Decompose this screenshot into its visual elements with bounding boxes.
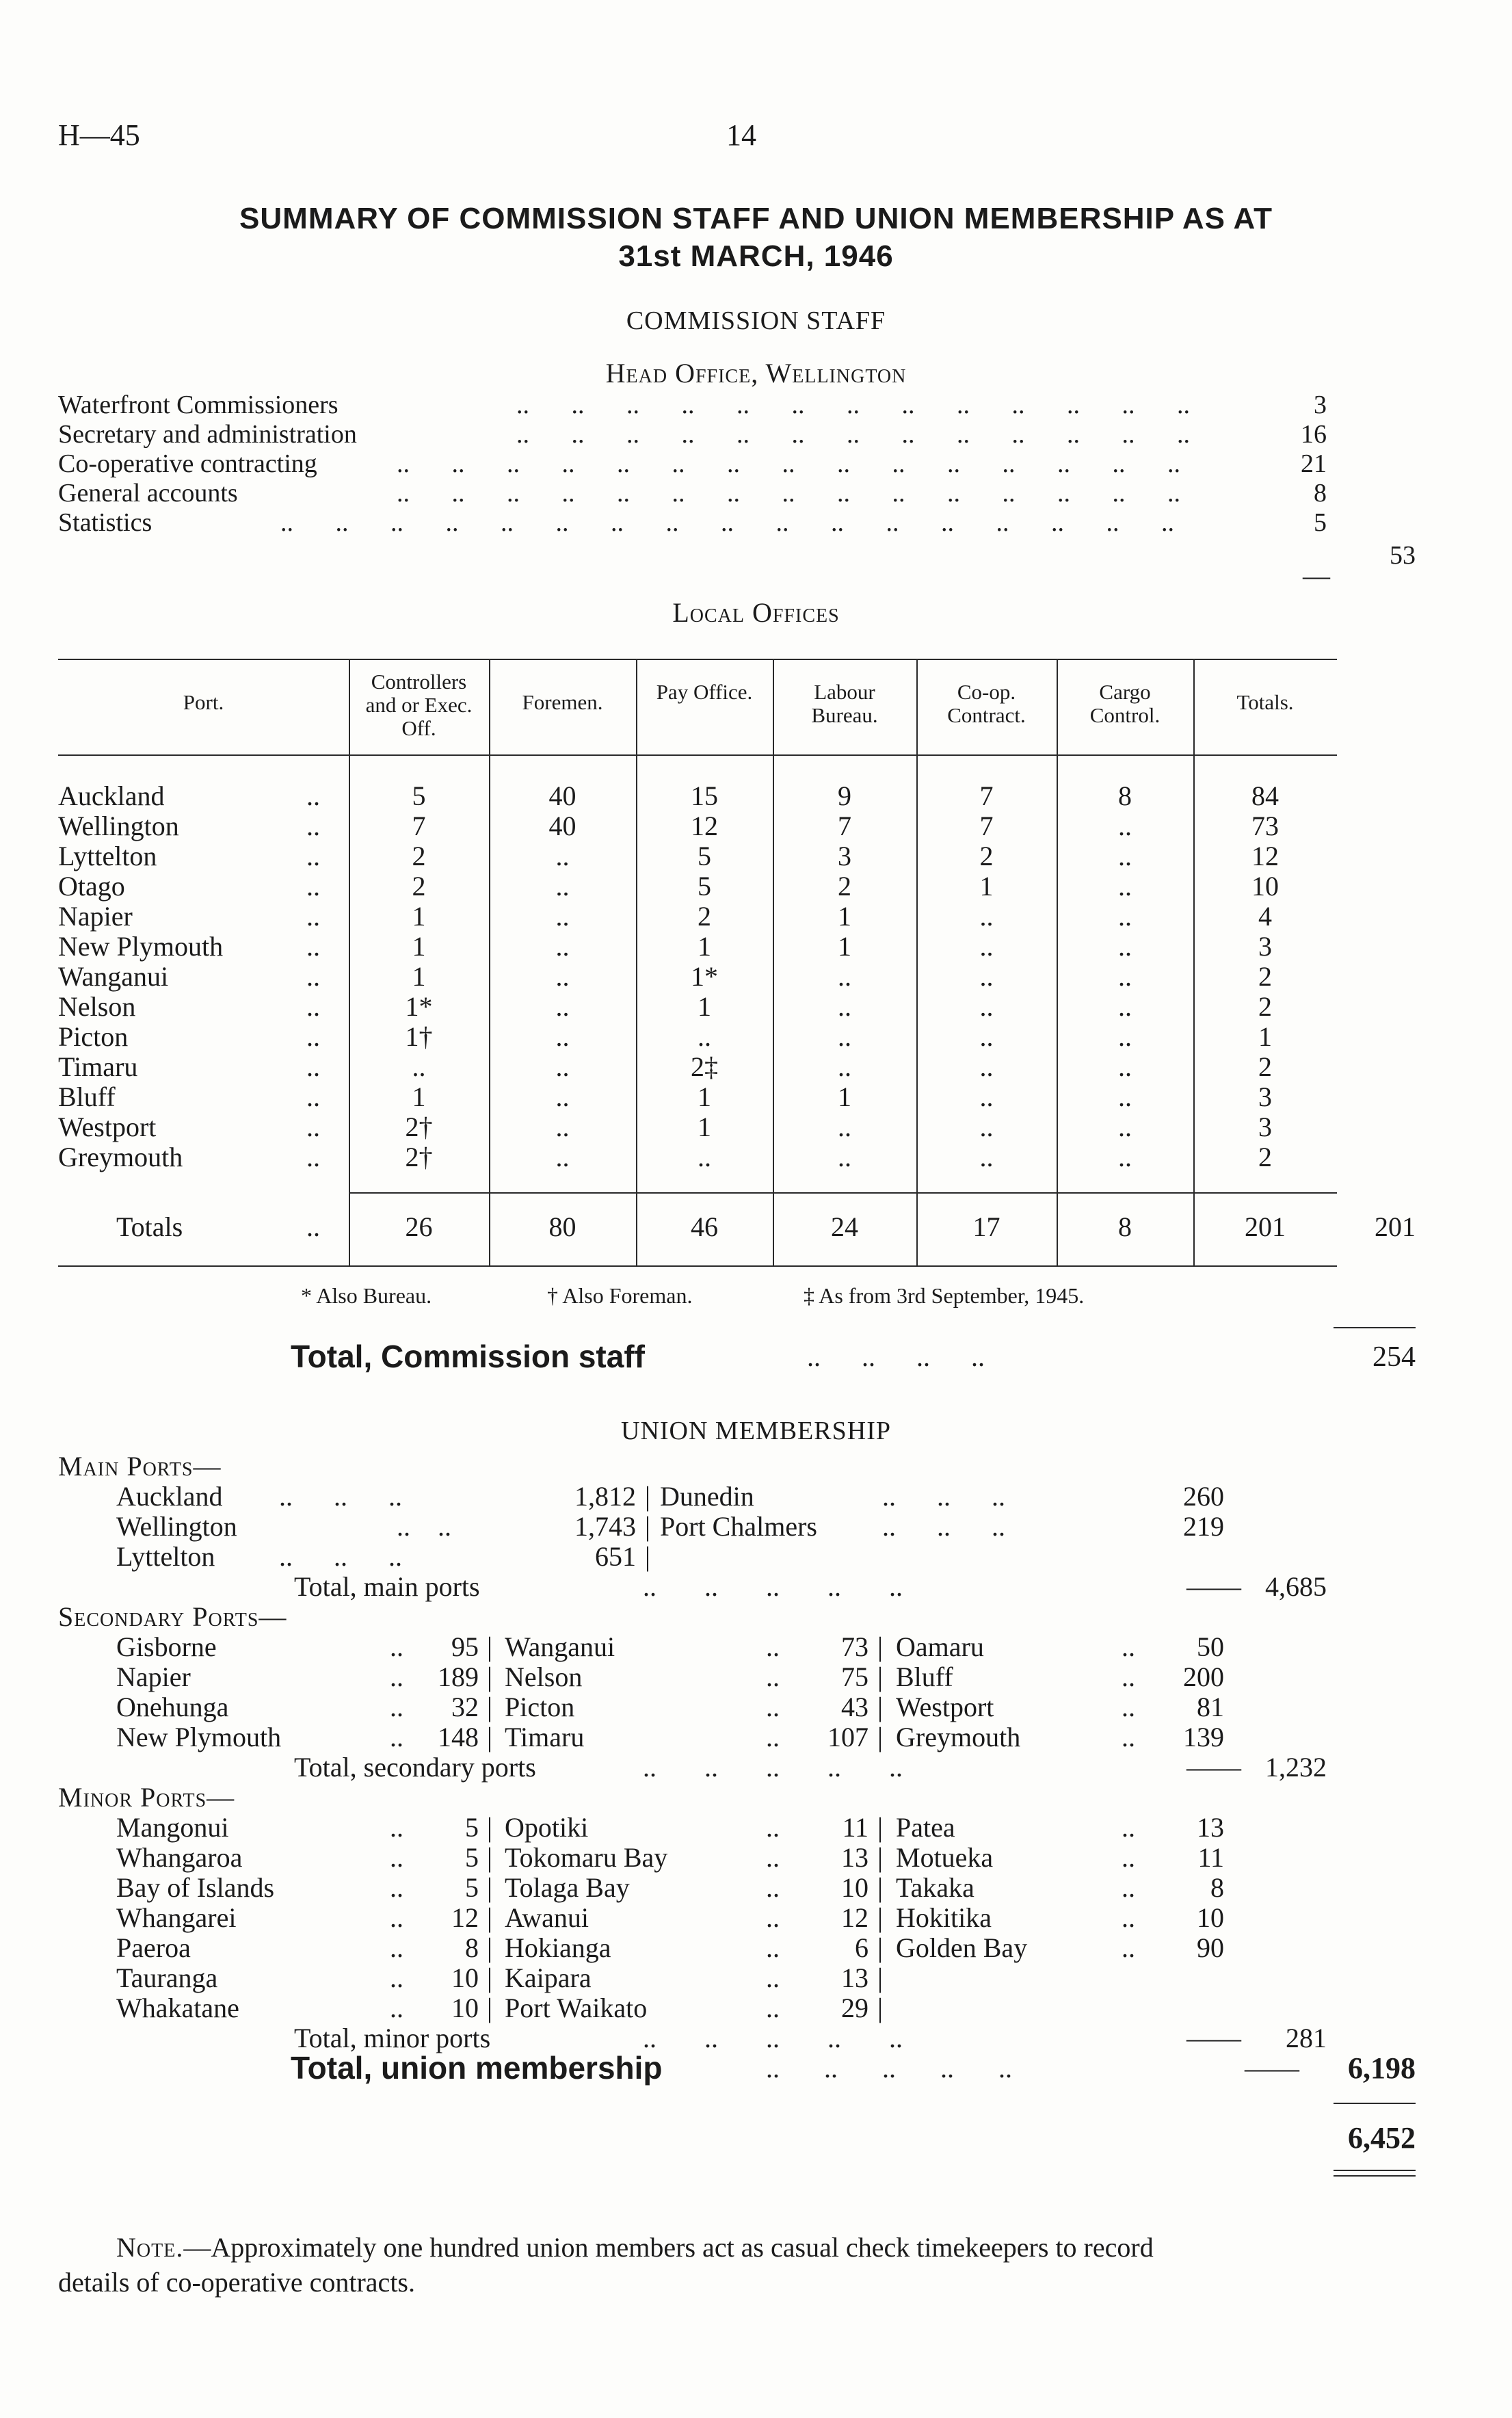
column-header: Co-op. Contract.: [947, 680, 1026, 727]
port-value: 1,743: [574, 1511, 636, 1542]
grand-total: 6,452: [1348, 2121, 1416, 2155]
port-name: Mangonui: [116, 1812, 229, 1843]
totals-cell: 80: [548, 1211, 576, 1242]
table-cell: 2: [979, 841, 994, 871]
table-cell: 1: [838, 931, 851, 962]
footnote-bureau: * Also Bureau.: [301, 1283, 432, 1308]
port-value: 12: [841, 1902, 868, 1933]
port-value: 73: [841, 1631, 868, 1662]
table-cell: 40: [548, 780, 576, 811]
port-value: 6: [855, 1932, 868, 1963]
table-cell: 2: [1258, 1051, 1272, 1082]
table-cell: 2: [412, 841, 426, 871]
table-cell: ..: [1118, 811, 1132, 841]
port-name: Kaipara: [505, 1962, 592, 1993]
table-cell: 1: [698, 931, 711, 962]
port-name: Napier: [116, 1661, 191, 1692]
table-cell: ..: [555, 931, 570, 962]
table-cell: ..: [698, 1142, 711, 1172]
totals-cell: 24: [831, 1211, 858, 1242]
port-value: 95: [451, 1631, 479, 1662]
secondary-ports-total-label: Total, secondary ports: [294, 1752, 536, 1783]
table-cell: 3: [1258, 1112, 1272, 1142]
table-cell: 10: [1251, 871, 1279, 902]
table-cell: ..: [555, 901, 570, 932]
totals-label: Totals: [116, 1211, 183, 1242]
port-name: Wanganui: [58, 961, 169, 992]
port-name: Auckland: [58, 780, 165, 811]
port-name: Nelson: [58, 991, 136, 1022]
port-name: Patea: [896, 1812, 955, 1843]
port-value: 5: [465, 1842, 479, 1873]
port-name: Whangaroa: [116, 1842, 243, 1873]
port-value: 148: [438, 1722, 479, 1752]
totals-cell: 8: [1118, 1211, 1132, 1242]
table-cell: ..: [979, 1081, 994, 1112]
port-name: Greymouth: [896, 1722, 1021, 1752]
table-cell: 15: [691, 780, 718, 811]
table-cell: ..: [555, 841, 570, 871]
port-value: 29: [841, 1993, 868, 2023]
port-value: 8: [1210, 1872, 1224, 1903]
table-cell: ..: [838, 961, 851, 992]
table-cell: 1: [412, 931, 426, 962]
table-cell: 1: [838, 1081, 851, 1112]
table-cell: ..: [838, 991, 851, 1022]
table-cell: 2: [1258, 1142, 1272, 1172]
table-cell: ..: [555, 961, 570, 992]
port-name: Paeroa: [116, 1932, 191, 1963]
table-cell: ..: [838, 1142, 851, 1172]
table-cell: 2: [698, 901, 711, 932]
union-total-value: 6,198: [1348, 2051, 1416, 2085]
head-office-value: 21: [1301, 449, 1327, 478]
table-cell: ..: [1118, 931, 1132, 962]
port-value: 43: [841, 1692, 868, 1722]
head-office-value: 8: [1314, 479, 1327, 508]
table-cell: ..: [555, 1081, 570, 1112]
table-cell: ..: [979, 961, 994, 992]
table-cell: 1*: [405, 991, 433, 1022]
table-cell: 2‡: [691, 1051, 718, 1082]
port-value: 11: [1197, 1842, 1224, 1873]
commission-staff-heading: COMMISSION STAFF: [626, 306, 886, 335]
port-value: 13: [841, 1842, 868, 1873]
port-name: New Plymouth: [116, 1722, 282, 1752]
table-cell: 4: [1258, 901, 1272, 932]
table-cell: ..: [1118, 1021, 1132, 1052]
column-header: Controllers and or Exec. Off.: [365, 670, 473, 740]
title-line-1: SUMMARY OF COMMISSION STAFF AND UNION MEMBERSHIP AS AT: [239, 202, 1273, 235]
union-heading: UNION MEMBERSHIP: [621, 1417, 891, 1445]
head-office-label: Statistics: [58, 508, 152, 537]
column-header: Foremen.: [522, 690, 603, 714]
page-number: 14: [726, 118, 756, 152]
table-cell: 2: [1258, 961, 1272, 992]
table-cell: ..: [412, 1051, 426, 1082]
port-value: 651: [595, 1541, 636, 1572]
union-total-label: Total, union membership: [291, 2050, 663, 2086]
port-name: Otago: [58, 871, 125, 902]
port-value: 260: [1183, 1481, 1224, 1512]
note-line-1: Note.—Approximately one hundred union members act as casual check timekeepers to record: [116, 2232, 1154, 2263]
table-cell: ..: [838, 1021, 851, 1052]
port-name: Greymouth: [58, 1142, 183, 1172]
table-cell: ..: [1118, 1142, 1132, 1172]
port-name: Hokitika: [896, 1902, 992, 1933]
commission-total-label: Total, Commission staff: [291, 1339, 645, 1374]
table-cell: 1: [412, 961, 426, 992]
port-value: 12: [451, 1902, 479, 1933]
local-offices-heading: Local Offices: [672, 597, 840, 628]
table-cell: 8: [1118, 780, 1132, 811]
port-name: Napier: [58, 901, 133, 932]
head-office-label: Secretary and administration: [58, 420, 357, 449]
minor-ports-total: 281: [1286, 2023, 1327, 2053]
port-value: 13: [1197, 1812, 1224, 1843]
table-cell: 12: [1251, 841, 1279, 871]
totals-cell: 201: [1245, 1211, 1286, 1242]
table-cell: 1: [1258, 1021, 1272, 1052]
table-cell: 2†: [405, 1142, 433, 1172]
table-cell: ..: [1118, 841, 1132, 871]
column-header: Port.: [183, 690, 224, 714]
port-value: 8: [465, 1932, 479, 1963]
port-value: 5: [465, 1812, 479, 1843]
port-value: 10: [451, 1962, 479, 1993]
table-cell: ..: [555, 1021, 570, 1052]
table-cell: 7: [838, 811, 851, 841]
column-header: Cargo Control.: [1089, 680, 1160, 727]
table-cell: ..: [838, 1112, 851, 1142]
table-cell: 1: [412, 1081, 426, 1112]
port-name: Bay of Islands: [116, 1872, 275, 1903]
port-name: Bluff: [896, 1661, 953, 1692]
port-value: 81: [1197, 1692, 1224, 1722]
port-name: Motueka: [896, 1842, 994, 1873]
port-name: Lyttelton: [58, 841, 157, 871]
port-value: 10: [1197, 1902, 1224, 1933]
table-cell: 2: [412, 871, 426, 902]
port-name: New Plymouth: [58, 931, 224, 962]
port-value: 11: [842, 1812, 868, 1843]
footnote-foreman: † Also Foreman.: [547, 1283, 693, 1308]
secondary-ports-total: 1,232: [1265, 1752, 1327, 1783]
column-header: Totals.: [1236, 690, 1294, 714]
table-cell: ..: [1118, 961, 1132, 992]
port-value: 5: [465, 1872, 479, 1903]
table-cell: 7: [412, 811, 426, 841]
port-name: Wellington: [58, 811, 179, 841]
table-cell: 5: [698, 841, 711, 871]
head-office-label: General accounts: [58, 479, 238, 508]
port-name: Whakatane: [116, 1993, 239, 2023]
column-header: Pay Office.: [656, 680, 753, 704]
table-cell: ..: [838, 1051, 851, 1082]
port-name: Oamaru: [896, 1631, 984, 1662]
port-value: 219: [1183, 1511, 1224, 1542]
head-office-total: 53: [1390, 541, 1416, 570]
totals-cell: 17: [972, 1211, 1000, 1242]
table-cell: 2†: [405, 1112, 433, 1142]
port-name: Wellington: [116, 1511, 237, 1542]
port-value: 50: [1197, 1631, 1224, 1662]
main-ports-total: 4,685: [1265, 1571, 1327, 1602]
commission-total-value: 254: [1372, 1341, 1416, 1373]
table-cell: 1*: [691, 961, 718, 992]
table-cell: ..: [979, 901, 994, 932]
port-name: Onehunga: [116, 1692, 229, 1722]
port-name: Whangarei: [116, 1902, 237, 1933]
column-header: Labour Bureau.: [811, 680, 878, 727]
table-cell: 3: [838, 841, 851, 871]
port-name: Port Waikato: [505, 1993, 648, 2023]
port-value: 32: [451, 1692, 479, 1722]
main-ports-total-label: Total, main ports: [294, 1571, 480, 1602]
table-cell: ..: [555, 1112, 570, 1142]
table-cell: ..: [1118, 1051, 1132, 1082]
port-name: Tokomaru Bay: [505, 1842, 668, 1873]
head-office-label: Co-operative contracting: [58, 449, 317, 478]
table-cell: ..: [979, 1021, 994, 1052]
table-cell: ..: [1118, 1112, 1132, 1142]
port-name: Tauranga: [116, 1962, 218, 1993]
port-name: Westport: [896, 1692, 994, 1722]
port-value: 13: [841, 1962, 868, 1993]
port-name: Timaru: [505, 1722, 585, 1752]
table-cell: 84: [1251, 780, 1279, 811]
table-cell: ..: [979, 991, 994, 1022]
table-cell: 2: [838, 871, 851, 902]
port-name: Auckland: [116, 1481, 223, 1512]
table-cell: ..: [979, 1142, 994, 1172]
port-name: Takaka: [896, 1872, 974, 1903]
table-cell: 5: [412, 780, 426, 811]
port-value: 189: [438, 1661, 479, 1692]
port-name: Hokianga: [505, 1932, 611, 1963]
secondary-ports-heading: Secondary Ports—: [58, 1601, 287, 1632]
table-cell: ..: [555, 1142, 570, 1172]
footnote-date: ‡ As from 3rd September, 1945.: [804, 1283, 1085, 1308]
totals-cell: 26: [405, 1211, 433, 1242]
port-name: Lyttelton: [116, 1541, 215, 1572]
port-name: Timaru: [58, 1051, 138, 1082]
table-cell: 1: [698, 991, 711, 1022]
table-cell: ..: [979, 931, 994, 962]
table-cell: ..: [979, 1112, 994, 1142]
minor-ports-total-label: Total, minor ports: [294, 2023, 491, 2053]
table-cell: 2: [1258, 991, 1272, 1022]
main-ports-heading: Main Ports—: [58, 1451, 222, 1482]
table-cell: 40: [548, 811, 576, 841]
title-line-2: 31st MARCH, 1946: [618, 239, 894, 273]
port-value: 1,812: [574, 1481, 636, 1512]
table-cell: 12: [691, 811, 718, 841]
table-cell: 1: [698, 1081, 711, 1112]
port-value: 139: [1183, 1722, 1224, 1752]
minor-ports-heading: Minor Ports—: [58, 1782, 235, 1813]
port-name: Bluff: [58, 1081, 116, 1112]
table-cell: ..: [979, 1051, 994, 1082]
note-line-2: details of co-operative contracts.: [58, 2267, 415, 2298]
port-name: Tolaga Bay: [505, 1872, 630, 1903]
table-cell: ..: [1118, 871, 1132, 902]
table-cell: ..: [1118, 901, 1132, 932]
port-value: 107: [827, 1722, 868, 1752]
totals-cell: 46: [691, 1211, 718, 1242]
table-cell: 1: [979, 871, 994, 902]
table-cell: ..: [555, 871, 570, 902]
port-name: Gisborne: [116, 1631, 217, 1662]
table-cell: ..: [555, 991, 570, 1022]
table-cell: 1: [412, 901, 426, 932]
port-name: Picton: [505, 1692, 575, 1722]
table-cell: 73: [1251, 811, 1279, 841]
table-cell: ..: [1118, 991, 1132, 1022]
head-office-value: 16: [1301, 420, 1327, 449]
port-value: 10: [451, 1993, 479, 2023]
table-cell: ..: [555, 1051, 570, 1082]
table-cell: 5: [698, 871, 711, 902]
table-cell: 7: [979, 780, 994, 811]
port-name: Port Chalmers: [660, 1511, 817, 1542]
table-cell: ..: [698, 1021, 711, 1052]
table-cell: 9: [838, 780, 851, 811]
head-office-value: 5: [1314, 508, 1327, 537]
port-value: 200: [1183, 1661, 1224, 1692]
table-cell: 3: [1258, 1081, 1272, 1112]
local-offices-grand-total: 201: [1375, 1211, 1416, 1242]
port-value: 10: [841, 1872, 868, 1903]
port-name: Picton: [58, 1021, 129, 1052]
port-name: Dunedin: [660, 1481, 754, 1512]
table-cell: 3: [1258, 931, 1272, 962]
port-name: Golden Bay: [896, 1932, 1028, 1963]
port-name: Wanganui: [505, 1631, 615, 1662]
table-cell: ..: [1118, 1081, 1132, 1112]
port-value: 75: [841, 1661, 868, 1692]
port-name: Westport: [58, 1112, 157, 1142]
head-office-value: 3: [1314, 391, 1327, 419]
port-name: Awanui: [505, 1902, 589, 1933]
table-cell: 1: [698, 1112, 711, 1142]
table-cell: 1: [838, 901, 851, 932]
page-ref: H—45: [58, 118, 140, 152]
port-name: Nelson: [505, 1661, 583, 1692]
head-office-heading: Head Office, Wellington: [605, 358, 907, 389]
table-cell: 1†: [405, 1021, 433, 1052]
port-name: Opotiki: [505, 1812, 589, 1843]
head-office-label: Waterfront Commissioners: [58, 391, 339, 419]
port-value: 90: [1197, 1932, 1224, 1963]
table-cell: 7: [979, 811, 994, 841]
